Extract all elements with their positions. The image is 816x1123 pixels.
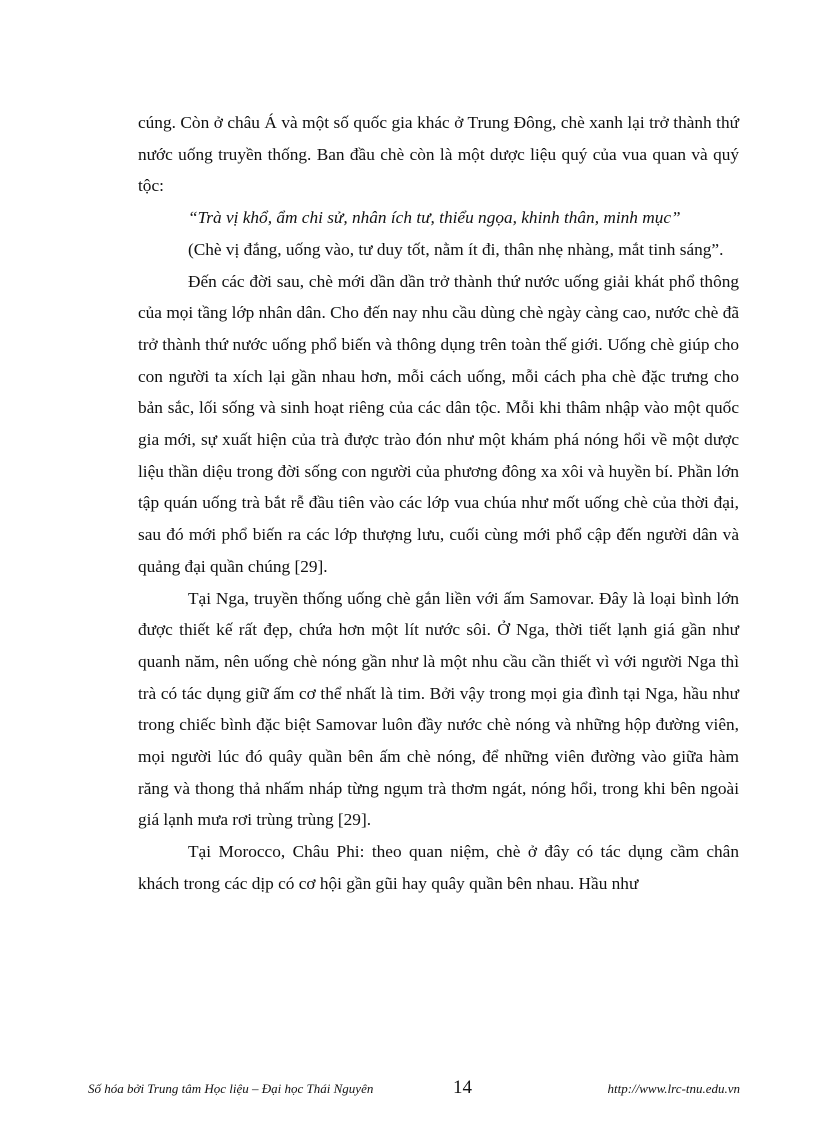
paragraph-intro: cúng. Còn ở châu Á và một số quốc gia khác ở Trung Đông, chè xanh lại trở thành thứ nước uống truyền thống. Ban đầu chè còn là một dược liệu quý của vua quan và quý tộc: xyxy=(138,113,739,196)
paragraph-morocco: Tại Morocco, Châu Phi: theo quan niệm, chè ở đây có tác dụng cầm chân khách trong các dịp có cơ hội gần gũi hay quây quần bên nhau. Hầu như xyxy=(138,842,739,893)
page-number: 14 xyxy=(453,1077,472,1098)
page-footer xyxy=(88,1077,740,1101)
page-body xyxy=(138,107,739,900)
quote-verse: “Trà vị khổ, ẩm chi sử, nhân ích tư, thiểu ngọa, khinh thân, minh mục” xyxy=(188,208,681,228)
paragraph-russia: Tại Nga, truyền thống uống chè gắn liền với ấm Samovar. Đây là loại bình lớn được thiết kế rất đẹp, chứa hơn một lít nước sôi. Ở Nga, thời tiết lạnh giá gần như quanh năm, nên uống chè nóng gần như là một nhu cầu cần thiết vì với người Nga thì trà có tác dụng giữ ấm cơ thể nhất là tim. Bởi vậy trong mọi gia đình tại Nga, hầu như trong chiếc bình đặc biệt Samovar luôn đầy nước chè nóng và những hộp đường viên, mọi người lúc đó quây quần bên ấm chè nóng, để những viên đường vào giữa hàm răng và thong thả nhấm nháp từng ngụm trà thơm ngát, nóng hổi, trong khi bên ngoài giá lạnh mưa rơi trùng trùng [29]. xyxy=(138,588,739,830)
paragraph-history: Đến các đời sau, chè mới dần dần trở thành thứ nước uống giải khát phổ thông của mọi tầng lớp nhân dân. Cho đến nay nhu cầu dùng chè ngày càng cao, nước chè đã trở thành thứ nước uống phổ biến và thông dụng trên toàn thế giới. Uống chè giúp cho con người ta xích lại gần nhau hơn, mỗi cách uống, mỗi cách pha chè đặc trưng cho bản sắc, lối sống và sinh hoạt riêng của các dân tộc. Mỗi khi thâm nhập vào một quốc gia mới, sự xuất hiện của trà được trào đón như một khám phá nóng hổi về một dược liệu thần diệu trong đời sống con người của phương đông xa xôi và huyền bí. Phần lớn tập quán uống trà bắt rễ đầu tiên vào các lớp vua chúa như mốt uống chè của thời đại, sau đó mới phổ biến ra các lớp thượng lưu, cuối cùng mới phổ cập đến người dân và quảng đại quần chúng [29]. xyxy=(138,271,739,576)
footer-source: Số hóa bởi Trung tâm Học liệu – Đại học Thái Nguyên xyxy=(88,1081,374,1096)
footer-url: http://www.lrc-tnu.edu.vn xyxy=(607,1081,740,1096)
quote-translation: (Chè vị đắng, uống vào, tư duy tốt, nằm ít đi, thân nhẹ nhàng, mắt tinh sáng”. xyxy=(188,239,724,259)
